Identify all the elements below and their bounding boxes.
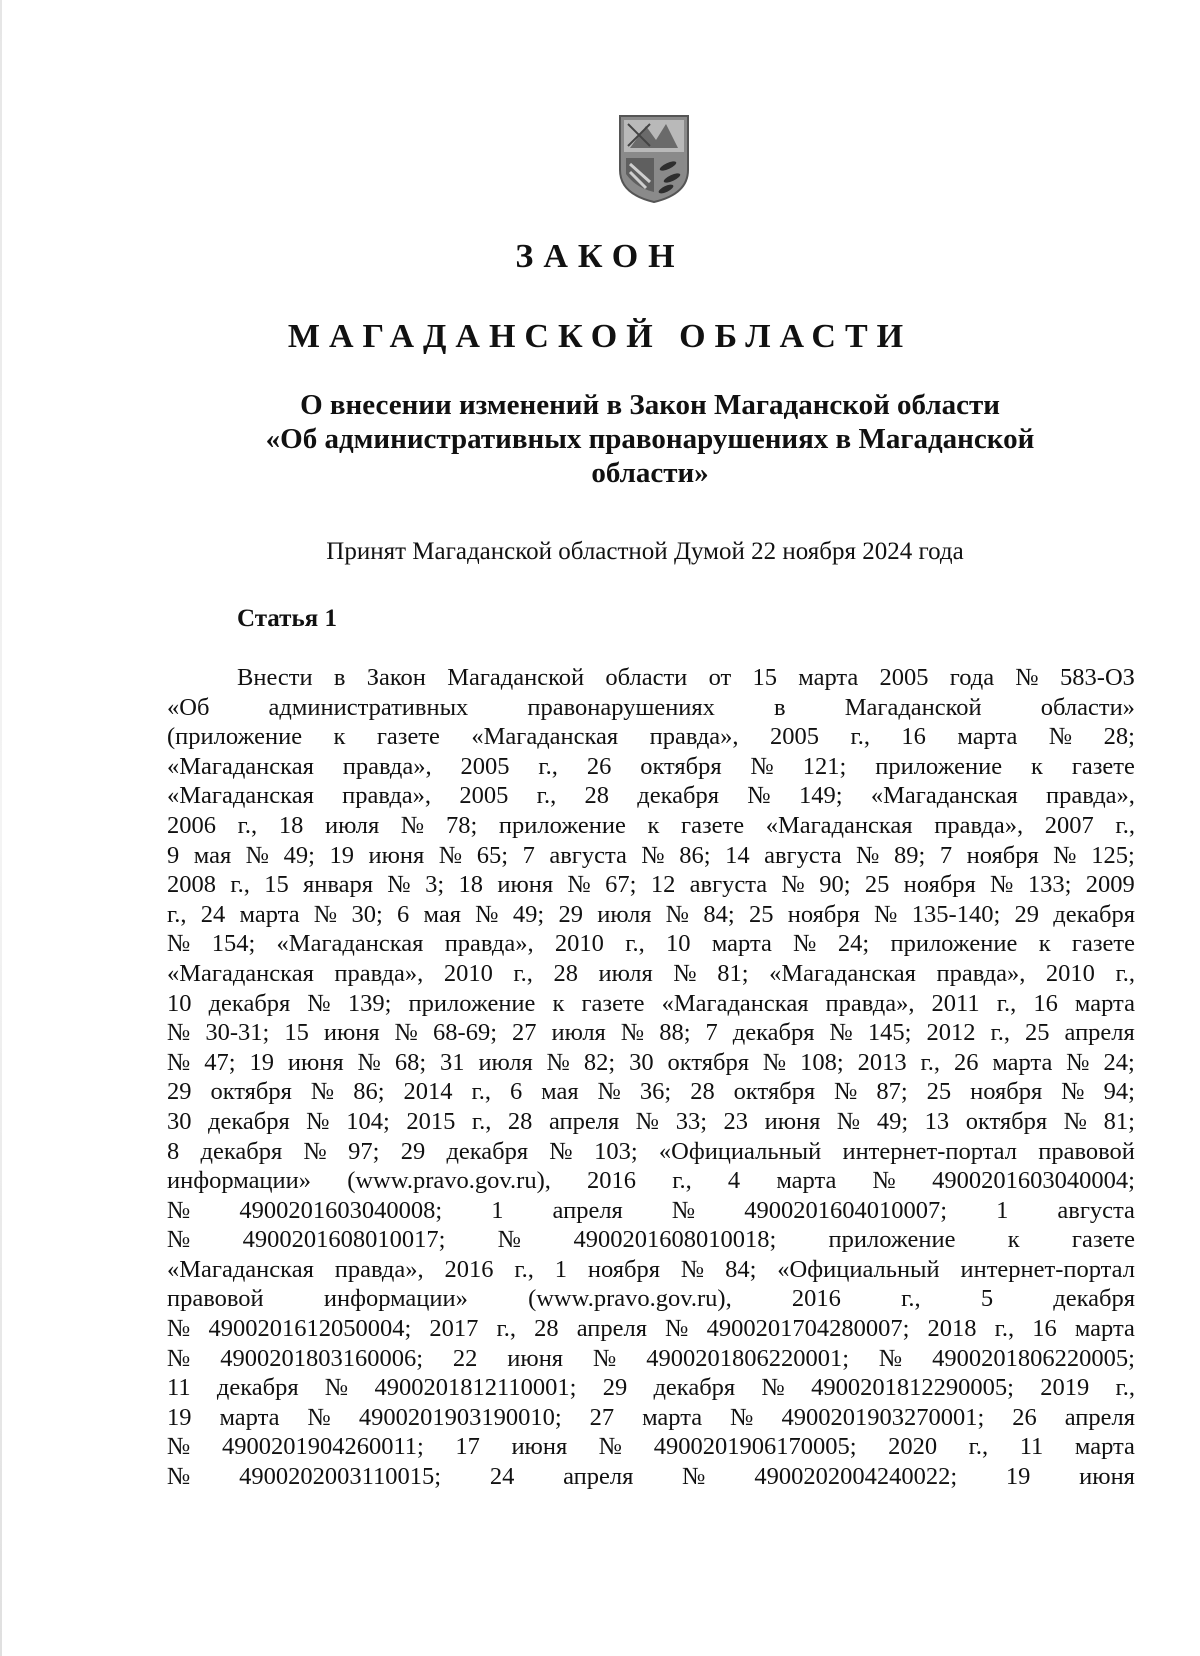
body-line: 19 марта № 4900201903190010; 27 марта № 4900201903270001; 26 апреля [167,1403,1135,1431]
region-title: МАГАДАНСКОЙ ОБЛАСТИ [287,318,913,355]
body-line: № 4900201612050004; 2017 г., 28 апреля № 4900201704280007; 2018 г., 16 марта [167,1315,1135,1343]
body-line: № 154; «Магаданская правда», 2010 г., 10 марта № 24; приложение к газете [167,930,1135,958]
body-line: № 4900201803160006; 22 июня № 4900201806220001; № 4900201806220005; [167,1344,1135,1372]
body-line: «Магаданская правда», 2005 г., 28 декабря № 149; «Магаданская правда», [167,782,1135,810]
body-line: 10 декабря № 139; приложение к газете «Магаданская правда», 2011 г., 16 марта [167,989,1135,1017]
body-line: № 47; 19 июня № 68; 31 июля № 82; 30 октября № 108; 2013 г., 26 марта № 24; [167,1048,1135,1076]
body-line: 29 октября № 86; 2014 г., 6 мая № 36; 28 октября № 87; 25 ноября № 94; [167,1078,1135,1106]
subject-line: области» [591,457,709,489]
body-line: «Магаданская правда», 2016 г., 1 ноября № 84; «Официальный интернет-портал [167,1255,1135,1283]
body-line: г., 24 марта № 30; 6 мая № 49; 29 июля № 84; 25 ноября № 135-140; 29 декабря [167,900,1135,928]
body-line: 8 декабря № 97; 29 декабря № 103; «Официальный интернет-портал правовой [167,1137,1135,1165]
body-line: 2008 г., 15 января № 3; 18 июня № 67; 12 августа № 90; 25 ноября № 133; 2009 [167,871,1135,899]
article-heading: Статья 1 [237,605,337,632]
article-body [167,663,1135,1492]
body-line: № 4900201603040008; 1 апреля № 4900201604010007; 1 августа [167,1196,1135,1224]
body-line: 11 декабря № 4900201812110001; 29 декабря № 4900201812290005; 2019 г., [167,1374,1135,1402]
body-line: 30 декабря № 104; 2015 г., 28 апреля № 33; 23 июня № 49; 13 октября № 81; [167,1107,1135,1135]
body-line: «Магаданская правда», 2010 г., 28 июля № 81; «Магаданская правда», 2010 г., [167,959,1135,987]
body-line: № 4900201904260011; 17 июня № 4900201906170005; 2020 г., 11 марта [167,1433,1135,1461]
subject-line: «Об административных правонарушениях в Магаданской [265,423,1035,455]
body-line: № 4900202003110015; 24 апреля № 4900202004240022; 19 июня [167,1463,1135,1491]
body-line: 2006 г., 18 июля № 78; приложение к газете «Магаданская правда», 2007 г., [167,811,1135,839]
body-line: (приложение к газете «Магаданская правда», 2005 г., 16 марта № 28; [167,723,1135,751]
body-line: «Магаданская правда», 2005 г., 26 октября № 121; приложение к газете [167,752,1135,780]
body-line: правовой информации» (www.pravo.gov.ru), 2016 г., 5 декабря [167,1285,1135,1313]
adoption-note: Принят Магаданской областной Думой 22 ноября 2024 года [326,538,964,565]
body-line: «Об административных правонарушениях в Магаданской области» [167,693,1135,721]
body-line: 9 мая № 49; 19 июня № 65; 7 августа № 86; 14 августа № 89; 7 ноября № 125; [167,841,1135,869]
body-line: информации» (www.pravo.gov.ru), 2016 г., 4 марта № 4900201603040004; [167,1167,1135,1195]
law-title: ЗАКОН [515,238,685,275]
body-line: № 4900201608010017; № 4900201608010018; приложение к газете [167,1226,1135,1254]
law-subject [170,388,1130,490]
body-line: № 30-31; 15 июня № 68-69; 27 июля № 88; 7 декабря № 145; 2012 г., 25 апреля [167,1019,1135,1047]
subject-line: О внесении изменений в Закон Магаданской области [300,389,1000,421]
magadan-coat-of-arms-icon [616,112,692,204]
body-line: Внести в Закон Магаданской области от 15 марта 2005 года № 583-ОЗ [237,664,1135,691]
